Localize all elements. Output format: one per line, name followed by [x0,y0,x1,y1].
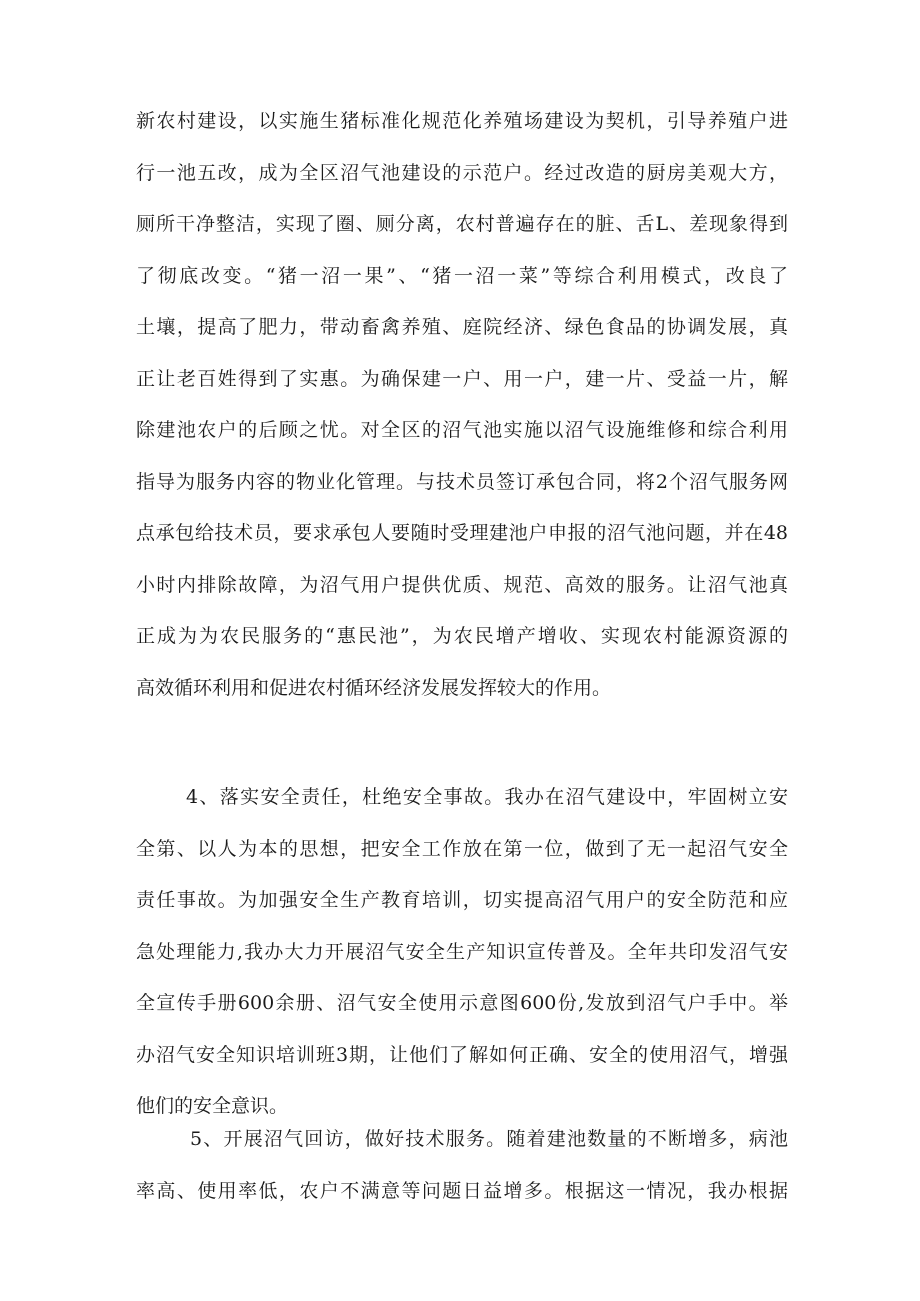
text-line: 5、开展沼气回访，做好技术服务。随着建池数量的不断增多，病池 [190,1128,788,1150]
text-line: 高效循环利用和促进农村循环经济发展发挥较大的作用。 [136,676,612,699]
paragraph-3 [136,1114,788,1217]
paragraph-1 [136,96,788,714]
text-line: 行一池五改，成为全区沼气池建设的示范户。经过改造的厨房美观大方， [136,161,788,184]
text-line: 指导为服务内容的物业化管理。与技术员签订承包合同，将2个沼气服务网 [136,470,788,493]
text-line: 责任事故。为加强安全生产教育培训，切实提高沼气用户的安全防范和应 [136,889,788,911]
text-line: 正成为为农民服务的“惠民池”，为农民增产增收、实现农村能源资源的 [136,625,788,647]
text-line: 除建池农户的后顾之忧。对全区的沼气池实施以沼气设施维修和综合利用 [136,419,788,441]
text-line: 急处理能力,我办大力开展沼气安全生产知识宣传普及。全年共印发沼气安 [136,940,788,963]
text-line: 正让老百姓得到了实惠。为确保建一户、用一户，建一片、受益一片，解 [136,367,788,390]
text-line: 小时内排除故障，为沼气用户提供优质、规范、高效的服务。让沼气池真 [136,573,788,596]
text-line: 点承包给技术员，要求承包人要随时受理建池户申报的沼气池问题，并在48 [136,522,788,544]
text-line: 率高、使用率低，农户不满意等问题日益增多。根据这一情况，我办根据 [136,1179,788,1202]
text-line: 全第、以人为本的思想，把安全工作放在第一位，做到了无一起沼气安全 [136,837,788,860]
text-line: 厕所干净整洁，实现了圈、厕分离，农村普遍存在的脏、舌L、差现象得到 [136,213,788,235]
text-line: 全宣传手册600余册、沼气安全使用示意图600份,发放到沼气户手中。举 [136,992,788,1014]
text-line: 了彻底改变。“猪一沼一果”、“猪一沼一菜”等综合利用模式，改良了 [136,264,788,287]
text-line: 他们的安全意识。 [136,1095,289,1117]
text-line: 土壤，提高了肥力，带动畜禽养殖、庭院经济、绿色食品的协调发展，真 [136,316,788,338]
paragraph-2 [136,772,788,1133]
text-line: 办沼气安全知识培训班3期，让他们了解如何正确、安全的使用沼气，增强 [136,1043,788,1066]
text-line: 新农村建设，以实施生猪标准化规范化养殖场建设为契机，引导养殖户进 [136,110,788,132]
text-line: 4、落实安全责任，杜绝安全事故。我办在沼气建设中，牢固树立安 [186,786,788,808]
